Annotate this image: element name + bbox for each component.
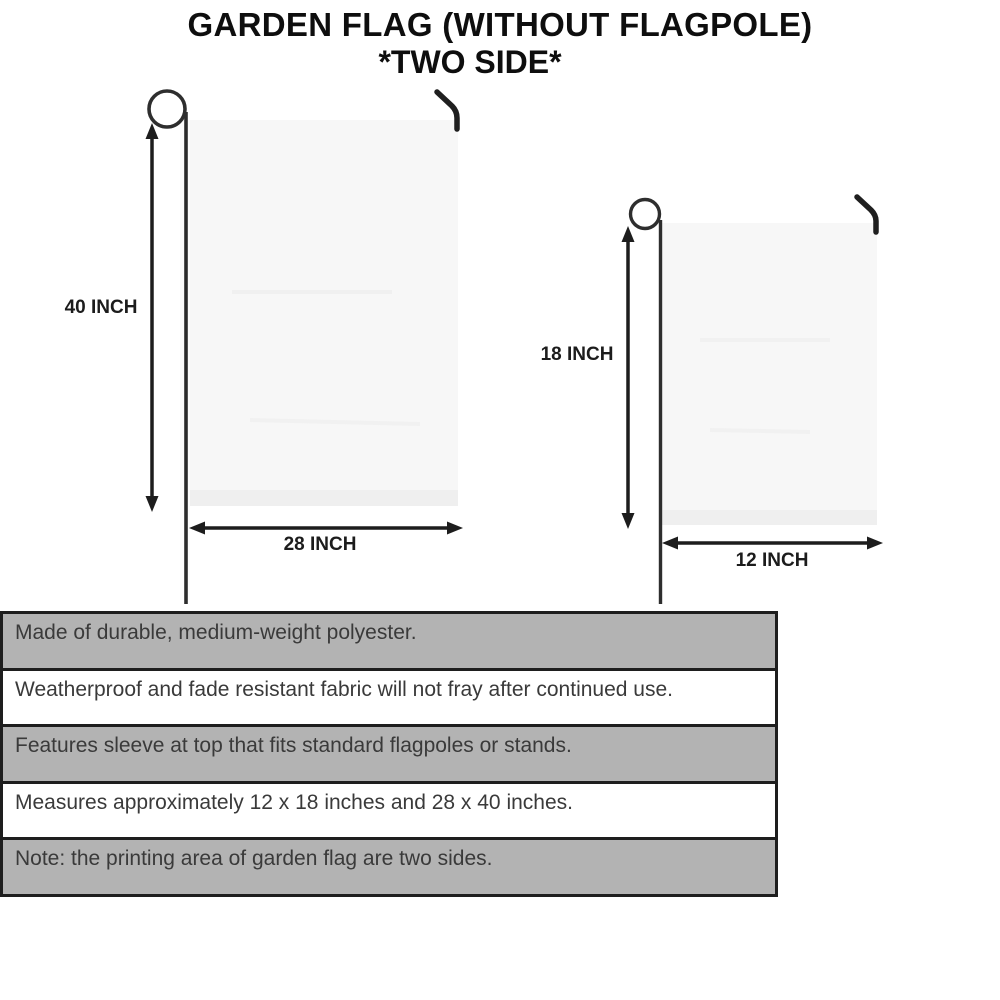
large-flag-panel [190, 120, 458, 506]
feature-row-weatherproof: Weatherproof and fade resistant fabric will not fray after continued use. [3, 668, 775, 725]
large-width-arrow [189, 522, 463, 535]
large-flag-width-label: 28 INCH [283, 534, 357, 555]
small-flag-panel [662, 223, 877, 525]
small-flag-height-label: 18 INCH [540, 344, 614, 365]
title-line-2: *TWO SIDE* [378, 44, 562, 81]
large-flagpole-loop-icon [149, 91, 185, 127]
small-flagpole-loop-icon [631, 200, 660, 229]
large-flag-height-label: 40 INCH [64, 297, 138, 318]
large-flag-group [146, 91, 464, 604]
small-flag-group [622, 197, 884, 604]
feature-row-measurements: Measures approximately 12 x 18 inches and 28 x 40 inches. [3, 781, 775, 838]
small-width-arrow [662, 537, 883, 550]
feature-row-sleeve: Features sleeve at top that fits standard flagpoles or stands. [3, 724, 775, 781]
small-height-arrow [622, 226, 635, 529]
small-flag-wrinkle [710, 430, 810, 432]
small-flag-bottom-hem [662, 510, 877, 525]
title-line-1: GARDEN FLAG (WITHOUT FLAGPOLE) [187, 6, 813, 43]
small-flag-width-label: 12 INCH [735, 550, 809, 571]
large-flag-bottom-hem [190, 490, 458, 506]
feature-row-material: Made of durable, medium-weight polyester. [3, 614, 775, 668]
feature-list [0, 611, 778, 897]
feature-row-note: Note: the printing area of garden flag are two sides. [3, 837, 775, 894]
